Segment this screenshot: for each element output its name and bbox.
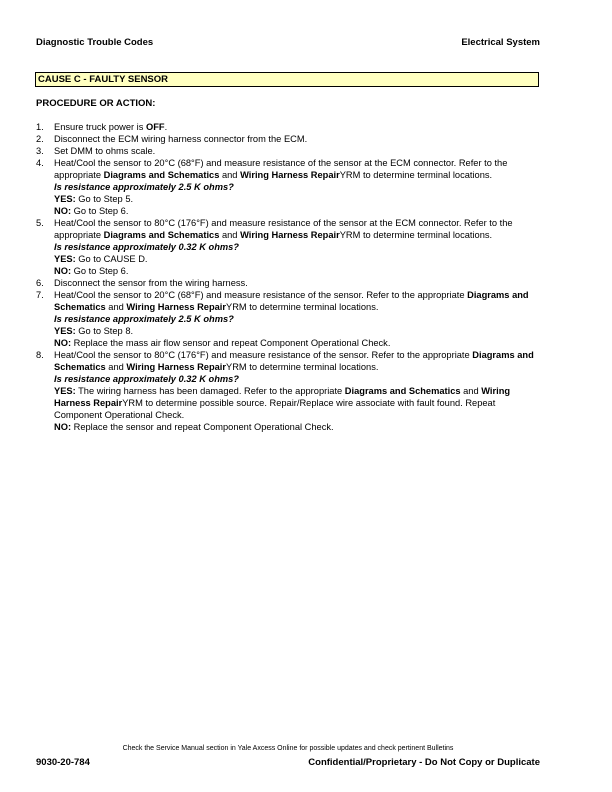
step-text: and [105, 362, 127, 372]
step-4 [36, 157, 536, 217]
no-label: NO: [54, 266, 72, 276]
step-number: 7. [36, 290, 44, 300]
step-text: and [219, 230, 241, 240]
step-number: 6. [36, 278, 44, 288]
step-3 [36, 145, 536, 157]
yes-answer [54, 193, 536, 205]
footer-confidential: Confidential/Proprietary - Do Not Copy or Duplicate [308, 757, 540, 768]
yes-text: Go to Step 5. [75, 194, 134, 204]
no-answer [54, 205, 536, 217]
step-text: Heat/Cool the sensor to 20°C (68°F) and measure resistance of the sensor. Refer to the appropriate [54, 290, 468, 300]
no-text: Go to Step 6. [71, 206, 129, 216]
step-text: YRM to determine terminal locations. [226, 302, 379, 312]
step-text: Heat/Cool the sensor to 80°C (176°F) and measure resistance of the sensor. Refer to the appropriate [54, 350, 473, 360]
ref-wiring: Wiring Harness Repair [126, 362, 227, 372]
footer-update-note: Check the Service Manual section in Yale Axcess Online for possible updates and check pertinent Bulletins [122, 745, 454, 752]
step-text: YRM to determine terminal locations. [226, 362, 379, 372]
procedure-heading: PROCEDURE OR ACTION: [36, 98, 156, 109]
step-number: 5. [36, 218, 44, 228]
step-text: . [164, 122, 168, 132]
step-7 [36, 289, 536, 349]
header-section-title: Diagnostic Trouble Codes [36, 37, 154, 48]
no-label: NO: [54, 422, 72, 432]
ref-diagrams: Diagrams and Schematics [54, 350, 534, 372]
step-question: Is resistance approximately 0.32 K ohms? [54, 242, 239, 252]
yes-answer [54, 385, 536, 421]
ref-wiring: Wiring Harness Repair [54, 386, 511, 408]
ref-diagrams: Diagrams and Schematics [54, 290, 529, 312]
ref-diagrams: Diagrams and Schematics [344, 386, 461, 396]
step-text: Disconnect the ECM wiring harness connector from the ECM. [54, 134, 308, 144]
ref-diagrams: Diagrams and Schematics [103, 230, 220, 240]
step-number: 8. [36, 350, 44, 360]
step-number: 4. [36, 158, 44, 168]
yes-answer [54, 253, 536, 265]
ref-diagrams: Diagrams and Schematics [103, 170, 220, 180]
step-question: Is resistance approximately 2.5 K ohms? [54, 182, 234, 192]
cause-title-box [35, 72, 539, 87]
yes-label: YES: [54, 386, 76, 396]
no-answer [54, 421, 536, 433]
step-number: 3. [36, 146, 44, 156]
step-6 [36, 277, 536, 289]
no-label: NO: [54, 338, 72, 348]
yes-answer [54, 325, 536, 337]
step-question: Is resistance approximately 0.32 K ohms? [54, 374, 239, 384]
step-text: Disconnect the sensor from the wiring harness. [54, 278, 248, 288]
yes-text: The wiring harness has been damaged. Refer to the appropriate [75, 386, 345, 396]
no-text: Replace the mass air flow sensor and repeat Component Operational Check. [71, 338, 391, 348]
step-text: YRM to determine terminal locations. [339, 170, 493, 180]
step-2 [36, 133, 536, 145]
step-5 [36, 217, 536, 277]
step-number: 1. [36, 122, 44, 132]
ref-wiring: Wiring Harness Repair [240, 170, 340, 180]
step-emphasis: OFF [145, 122, 165, 132]
procedure-steps [36, 121, 536, 433]
no-label: NO: [54, 206, 72, 216]
step-text: and [219, 170, 241, 180]
step-1 [36, 121, 536, 133]
yes-label: YES: [54, 326, 76, 336]
yes-label: YES: [54, 254, 76, 264]
step-question: Is resistance approximately 2.5 K ohms? [54, 314, 234, 324]
header-chapter-title: Electrical System [461, 37, 540, 48]
ref-wiring: Wiring Harness Repair [126, 302, 227, 312]
cause-title: CAUSE C - FAULTY SENSOR [38, 74, 169, 85]
no-answer [54, 337, 536, 349]
ref-wiring: Wiring Harness Repair [240, 230, 340, 240]
yes-text: and [460, 386, 482, 396]
step-text: Heat/Cool the sensor to 20°C (68°F) and measure resistance of the sensor at the ECM connector. Refer to the appropriate [54, 158, 508, 180]
step-number: 2. [36, 134, 44, 144]
step-text: and [105, 302, 127, 312]
step-text: Set DMM to ohms scale. [54, 146, 156, 156]
yes-label: YES: [54, 194, 76, 204]
no-answer [54, 265, 536, 277]
step-text: Ensure truck power is [54, 122, 146, 132]
yes-text: Go to Step 8. [75, 326, 134, 336]
step-8 [36, 349, 536, 433]
no-text: Replace the sensor and repeat Component Operational Check. [71, 422, 334, 432]
footer-doc-number: 9030-20-784 [36, 757, 90, 768]
yes-text: YRM to determine possible source. Repair/Replace wire associate with fault found. Repeat Component Operational Check. [54, 398, 496, 420]
no-text: Go to Step 6. [71, 266, 129, 276]
step-text: YRM to determine terminal locations. [339, 230, 493, 240]
yes-text: Go to CAUSE D. [75, 254, 148, 264]
step-text: Heat/Cool the sensor to 80°C (176°F) and measure resistance of the sensor at the ECM connector. Refer to the appropriate [54, 218, 513, 240]
